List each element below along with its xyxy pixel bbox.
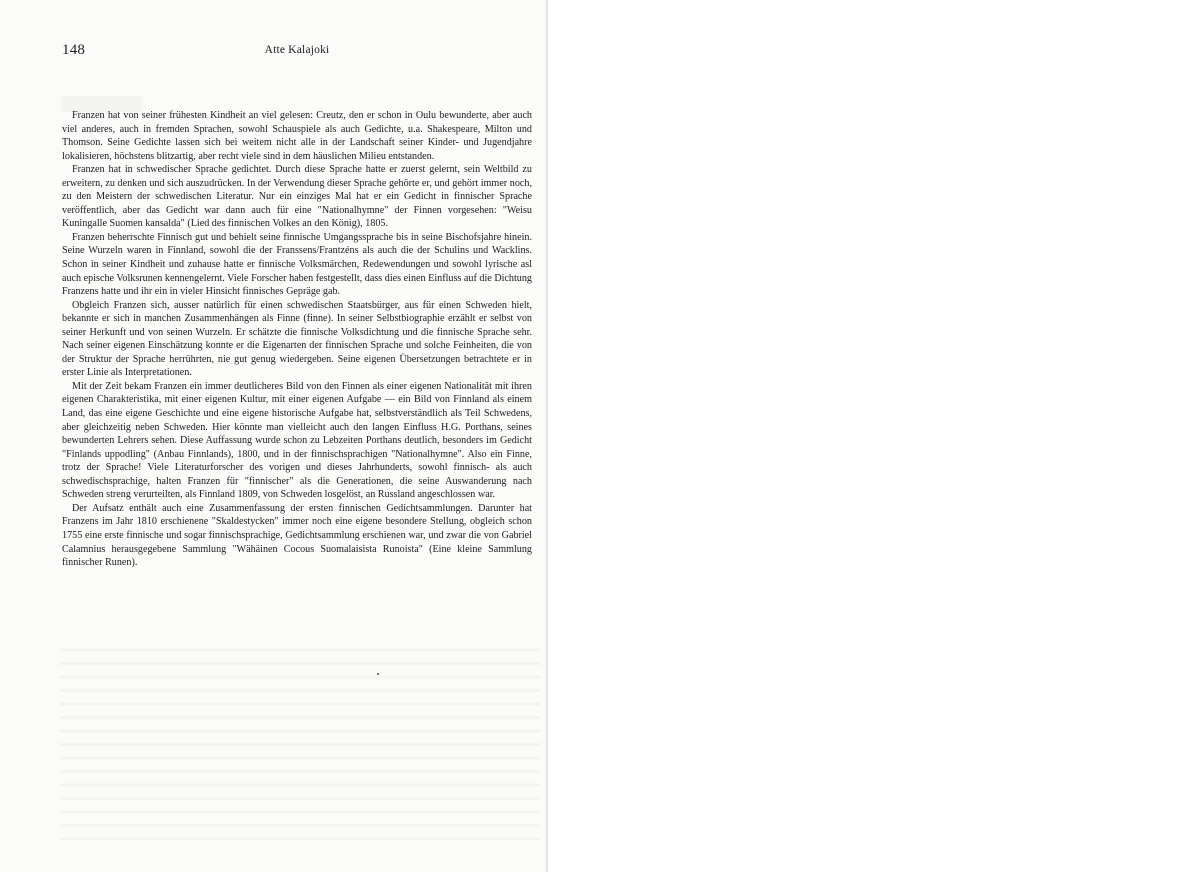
running-head: Atte Kalajoki bbox=[264, 44, 330, 56]
paragraph: Franzen beherrschte Finnisch gut und behielt seine finnische Umgangssprache bis in seine Bischofsjahre hinein. Seine Wurzeln waren in Finnland, sowohl die der Franssens/Frantzéns als auch die der Schulins und Wacklins. Schon in seiner Kindheit und zuhause hatte er finnische Volksmärchen, Redewendungen und sowohl lyrische asl auch epische Volksrunen kennengelernt. Viele Forscher haben festgestellt, dass dies einen Einfluss auf die Dichtung Franzens hatte und ihr ein in vieler Hinsicht finnisches Gepräge gab. bbox=[62, 231, 532, 298]
scanned-page bbox=[0, 0, 548, 872]
show-through-text bbox=[60, 640, 540, 840]
paragraph: Franzen hat in schwedischer Sprache gedichtet. Durch diese Sprache hatte er zuerst gelernt, sein Weltbild zu erweitern, zu denken und sich auszudrücken. In der Verwendung dieser Sprache gehörte er, und gehört immer noch, zu den Meistern der schwedischen Literatur. Nur ein einziges Mal hat er ein Gedicht in finnischer Sprache veröffentlich, aber das Gedicht war dann auch für eine "Nationalhymne" der Finnen vorgesehen: "Weisu Kuningalle Suomen kansalda" (Lied des finnischen Volkes an den König), 1805. bbox=[62, 164, 532, 230]
paragraph: Mit der Zeit bekam Franzen ein immer deutlicheres Bild von den Finnen als einer eigenen Nationalität mit ihren eigenen Charakteristika, mit einer eigenen Kultur, mit einer eigenen Aufgabe — ein Bild von Finnland als einem Land, das eine eigene Geschichte und eine eigene historische Aufgabe hat, selbstverständlich als Teil Schwedens, aber gleichzeitig neben Schweden. Hier könnte man vielleicht auch den langen Einfluss H.G. Porthans, seines bewunderten Lehrers sehen. Diese Auffassung wurde schon zu Lebzeiten Porthans deutlich, besonders im Gedicht "Finlands uppodling" (Anbau Finnlands), 1800, und in der finnischsprachigen "Nationalhymne". Also ein Finne, trotz der Sprache! Viele Literaturforscher des vorigen und dieses Jahrhunderts, sowohl finnisch- als auch schwedischsprachige, halten Franzen für "finnischer" als die Generationen, die seine Auswanderung nach Schweden streng verurteilten, als Finnland 1809, von Schweden losgelöst, an Russland angeschlossen war. bbox=[62, 380, 532, 501]
page-number: 148 bbox=[62, 42, 86, 58]
dust-speck bbox=[377, 673, 379, 675]
paragraph: Franzen hat von seiner frühesten Kindheit an viel gelesen: Creutz, den er schon in Oulu bewunderte, aber auch viel anderes, auch in fremden Sprachen, sowohl Schauspiele als auch Gedichte, u.a. Shakespeare, Milton und Thomson. Seine Gedichte lassen sich bei weitem nicht alle in der Landschaft seiner Kinder- und Jugendjahre lokalisieren, höchstens blitzartig, aber recht viele sind in dem häuslichen Milieu entstanden. bbox=[62, 110, 532, 162]
paragraph: Der Aufsatz enthält auch eine Zusammenfassung der ersten finnischen Gedichtsammlungen. Darunter hat Franzens im Jahr 1810 erschienene "Skaldestycken" immer noch eine eigene besondere Stellung, obgleich schon 1755 eine erste finnische und sogar finnischsprachige, Gedichtsammlung erschienen war, und zwar die von Gabriel Calamnius herausgegebene Sammlung "Wähäinen Cocous Suomalaisista Runoista" (Eine kleine Sammlung finnischer Runen). bbox=[62, 502, 532, 569]
body-text bbox=[62, 109, 532, 570]
paragraph: Obgleich Franzen sich, ausser natürlich für einen schwedischen Staatsbürger, aus für einen Schweden hielt, bekannte er sich in manchen Zusammenhängen als Finne (finne). In seiner Selbstbiographie erzählt er selbst von seiner Herkunft und von seinen Wurzeln. Er schätzte die finnische Volksdichtung und die finnische Sprache sehr. Nach seiner eigenen Einschätzung konnte er die Eigenarten der finnischen Sprache und solche Feinheiten, die von der Struktur der Sprache herrührten, nie gut genug wiedergeben. Seine eigenen Übersetzungen betrachtete er in erster Linie als Interpretationen. bbox=[62, 299, 532, 379]
